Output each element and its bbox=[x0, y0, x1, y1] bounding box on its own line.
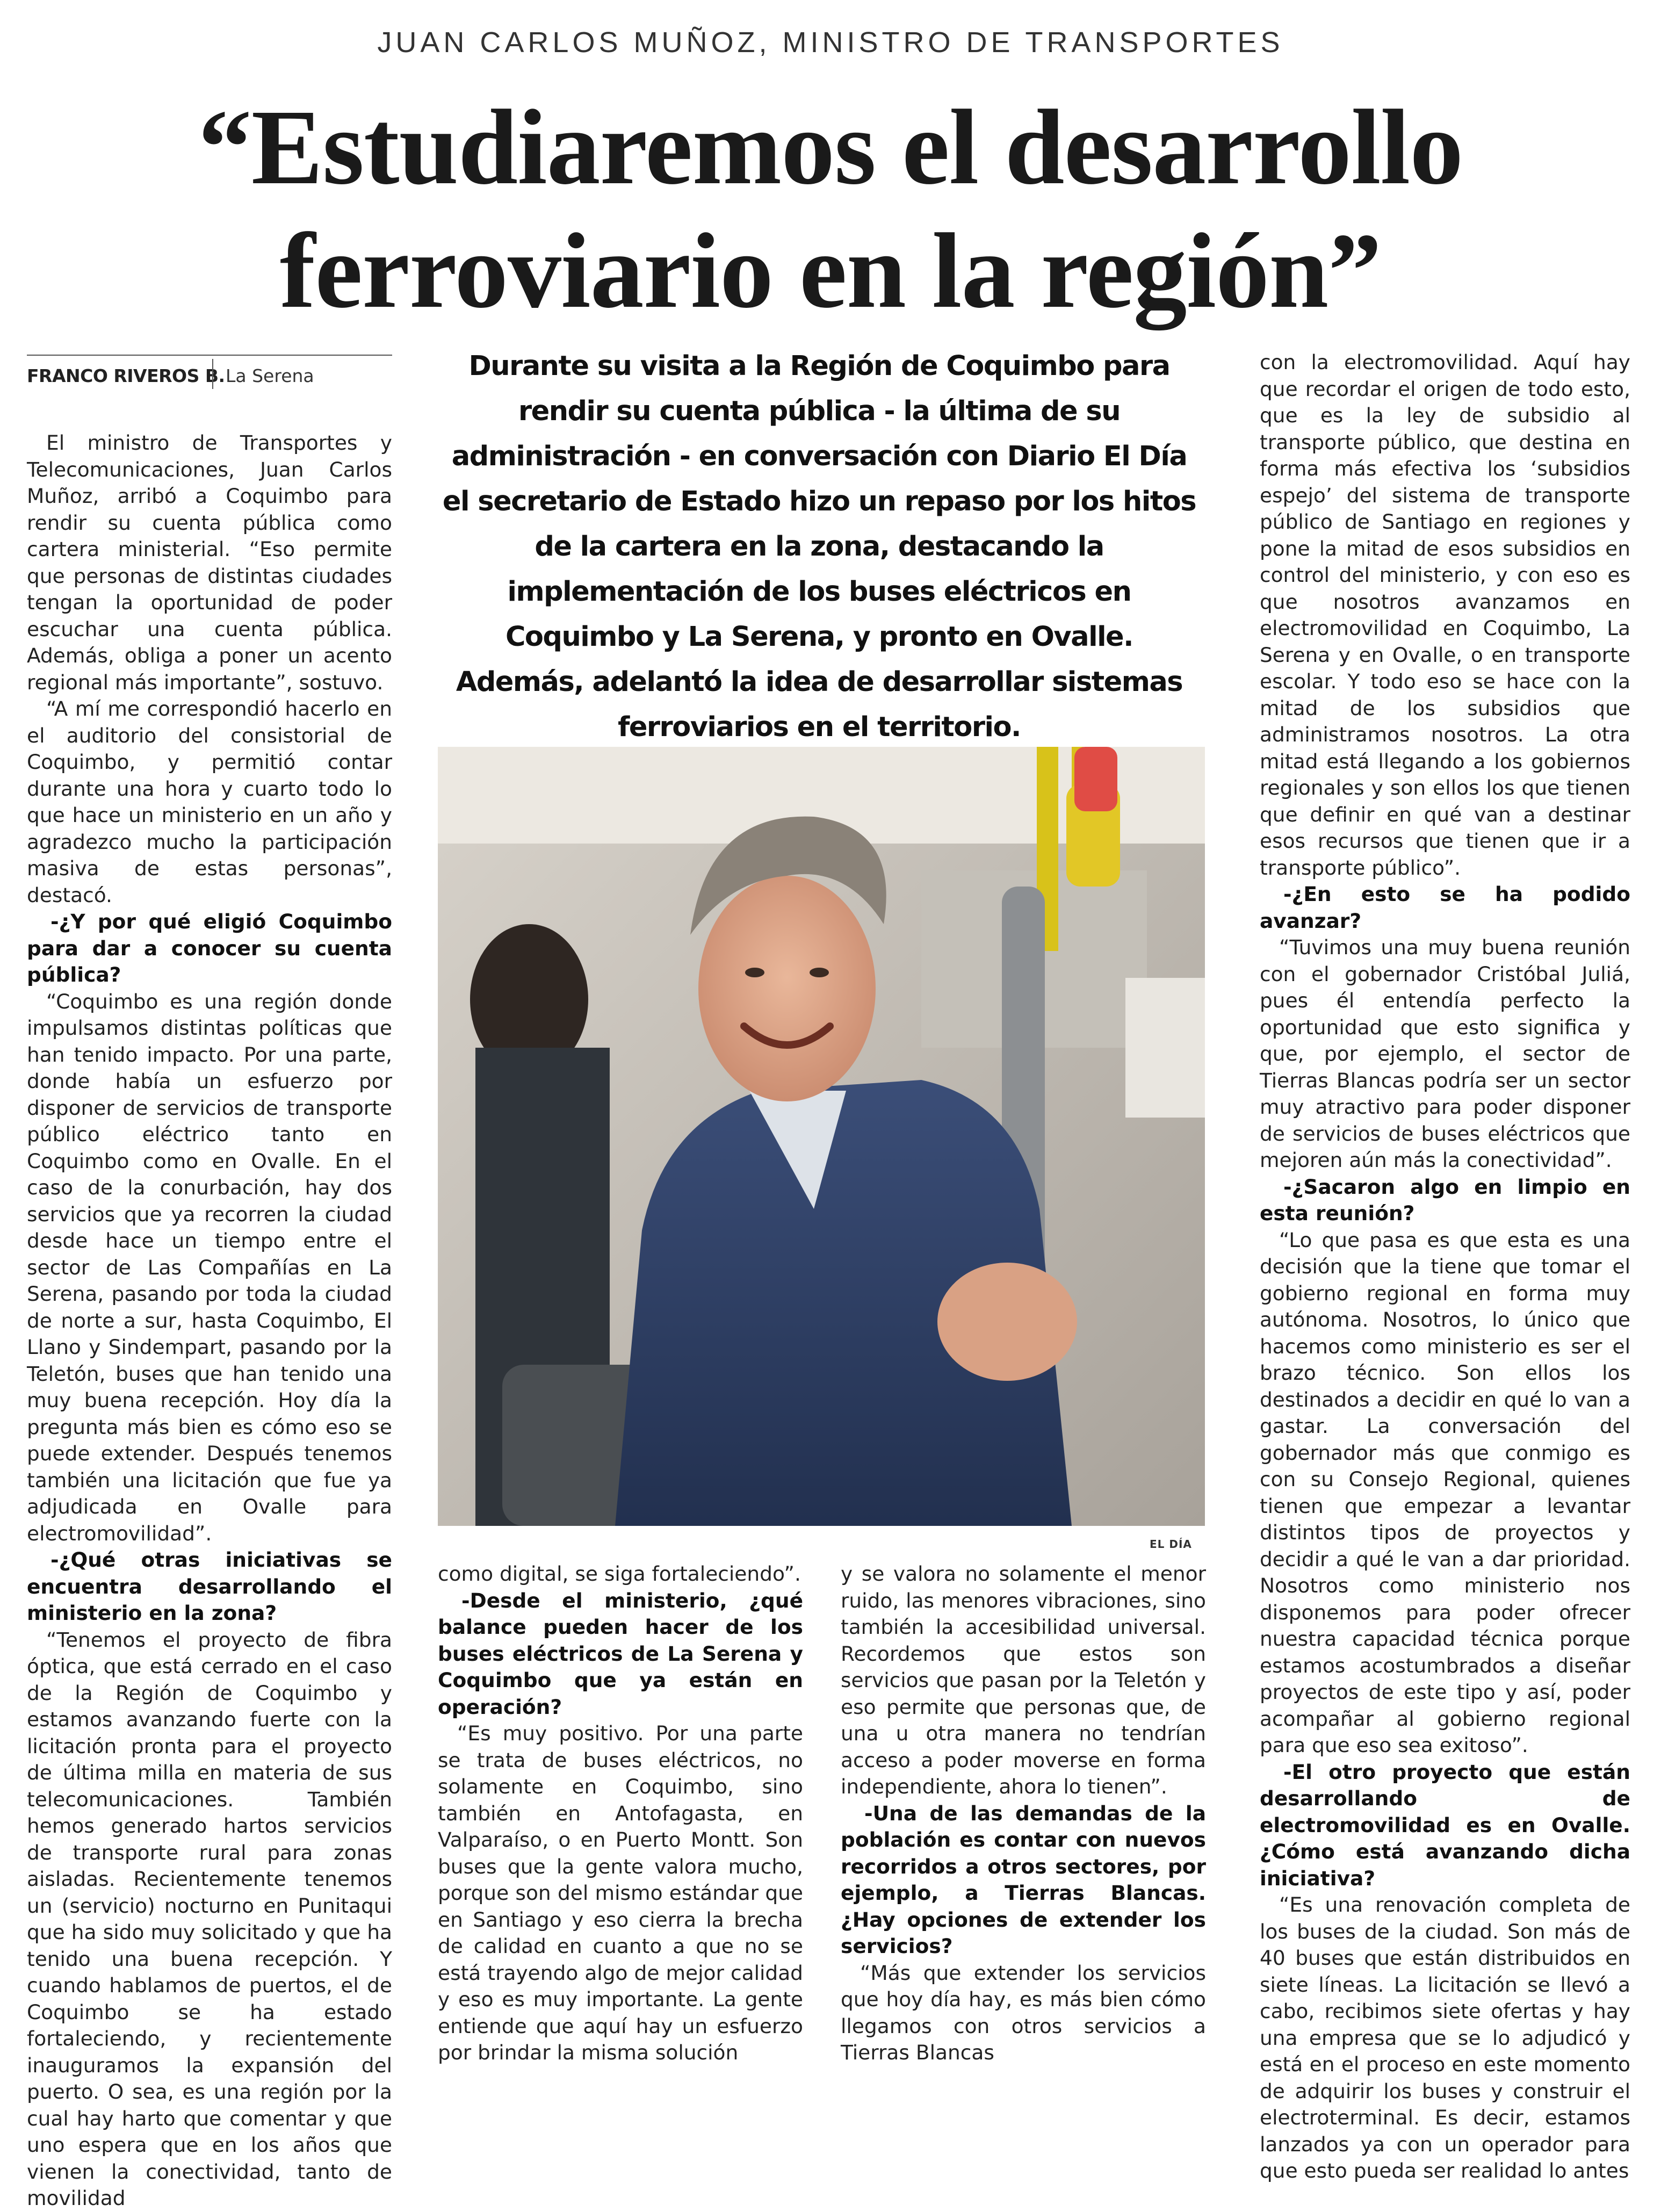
photo-credit: EL DÍA bbox=[1150, 1538, 1192, 1551]
lede: Durante su visita a la Región de Coquimbo para rendir su cuenta pública - la última de su administración - en conversación con Diario El Día el secretario de Estado hizo un repaso por los hitos de la cartera en la zona, destacando la implementación de los buses eléctricos en Coquimbo y La Serena, y pronto en Ovalle. Además, adelantó la idea de desarrollar sistemas ferroviarios en el territorio. bbox=[442, 350, 1196, 743]
paragraph: y se valora no solamente el menor ruido, las menores vibraciones, sino también la accesibilidad universal. Recordemos que estos son servicios que pasan por la Teletón y eso permite que personas que, de una u otra manera no tendrían acceso a poder moverse en forma independiente, ahora lo tienen”. bbox=[841, 1562, 1206, 1798]
question: -¿En esto se ha podido avanzar? bbox=[1260, 882, 1630, 933]
byline-divider bbox=[212, 359, 213, 389]
question: -Desde el ministerio, ¿qué balance pueden hacer de los buses eléctricos de La Serena y Coquimbo que ya están en operación? bbox=[438, 1588, 803, 1719]
headline bbox=[107, 86, 1554, 333]
question: -Una de las demandas de la población es contar con nuevos recorridos a otros sectores, por ejemplo, a Tierras Blancas. ¿Hay opciones de extender los servicios? bbox=[841, 1801, 1206, 1958]
column-4 bbox=[1260, 349, 1630, 2185]
column-3 bbox=[841, 1561, 1206, 2066]
paragraph: con la electromovilidad. Aquí hay que recordar el origen de todo esto, que es la ley de subsidio al transporte público, que destina en forma más efectiva los ‘subsidios espejo’ del sistema de transporte público de Santiago en regiones y pone la mitad de esos subsidios en control del ministerio, y con eso es que nosotros avanzamos en electromovilidad en Coquimbo, La Serena y en Ovalle, o en transporte escolar. Y todo eso se hace con la mitad de los subsidios que administramos nosotros. La otra mitad está llegando a los gobiernos regionales y son ellos los que tienen que definir en qué van a destinar esos recursos que tienen que ir a transporte público”. bbox=[1260, 350, 1630, 880]
paragraph: “Es una renovación completa de los buses de la ciudad. Son más de 40 buses que están distribuidos en siete líneas. La licitación se llevó a cabo, recibimos siete ofertas y hay una empresa que se lo adjudicó y está en el proceso en este momento de adquirir los buses y construir el electroterminal. Es decir, estamos lanzados ya con un operador para que esto pueda ser realidad lo antes bbox=[1260, 1893, 1630, 2182]
paragraph: “Lo que pasa es que esta es una decisión que la tiene que tomar el gobierno regional en forma muy autónoma. Nosotros, lo único que hacemos como ministerio es ser el brazo técnico. Son ellos los destinados a decidir en qué lo van a gastar. La conversación del gobernador más que conmigo es con su Consejo Regional, quienes tienen que empezar a levantar distintos tipos de proyectos y decidir a qué le van a dar prioridad. Nosotros como ministerio nos disponemos para poder ofrecer nuestra capacidad técnica porque estamos acostumbrados a diseñar proyectos de este tipo y así, poder acompañar al gobierno regional para que eso sea exitoso”. bbox=[1260, 1228, 1630, 1757]
kicker: JUAN CARLOS MUÑOZ, MINISTRO DE TRANSPORTES bbox=[377, 26, 1284, 59]
question: -¿Sacaron algo en limpio en esta reunión? bbox=[1260, 1175, 1630, 1225]
paragraph: “A mí me correspondió hacerlo en el auditorio del consistorial de Coquimbo, y permitió contar durante una hora y cuarto todo lo que hace un ministerio en un año y agradezco mucho la participación masiva de estas personas”, destacó. bbox=[27, 697, 392, 907]
headline-line-1: “Estudiaremos el desarrollo bbox=[198, 88, 1463, 207]
byline-author: FRANCO RIVEROS B. bbox=[27, 365, 225, 386]
question: -¿Qué otras iniciativas se encuentra desarrollando el ministerio en la zona? bbox=[27, 1548, 392, 1625]
column-2 bbox=[438, 1561, 803, 2066]
paragraph: “Tenemos el proyecto de fibra óptica, que está cerrado en el caso de la Región de Coquimbo y estamos avanzando fuerte con la licitación pronta para el proyecto de última milla en materia de sus telecomunicaciones. También hemos generado hartos servicios de transporte rural para zonas aisladas. Recientemente tenemos un (servicio) nocturno en Punitaqui que ha sido muy solicitado y que ha tenido una buena recepción. Y cuando hablamos de puertos, el de Coquimbo se ha estado fortaleciendo, y recientemente inauguramos la expansión del puerto. O sea, es una región por la cual hay harto que comentar y que uno espera que en los años que vienen la conectividad, tanto de movilidad bbox=[27, 1627, 392, 2210]
column-1 bbox=[27, 430, 392, 2212]
paragraph: “Es muy positivo. Por una parte se trata de buses eléctricos, no solamente en Coquimbo, sino también en Antofagasta, en Valparaíso, o en Puerto Montt. Son buses que la gente valora mucho, porque son del mismo estándar que en Santiago y eso cierra la brecha de calidad en cuanto a que no se está trayendo algo de mejor calidad y eso es muy importante. La gente entiende que aquí hay un esfuerzo por brindar la misma solución bbox=[438, 1721, 803, 2064]
question: -El otro proyecto que están desarrollando de electromovilidad es en Ovalle. ¿Cómo está avanzando dicha iniciativa? bbox=[1260, 1760, 1630, 1890]
photo-minister-on-bus bbox=[438, 747, 1205, 1526]
paragraph: como digital, se siga fortaleciendo”. bbox=[438, 1562, 801, 1586]
paragraph: “Tuvimos una muy buena reunión con el gobernador Cristóbal Juliá, pues él entendía perfecto la oportunidad que esto significa y que, por ejemplo, el sector de Tierras Blancas podría ser un sector muy atractivo para poder disponer de servicios de buses eléctricos que mejoren aún más la conectividad”. bbox=[1260, 935, 1630, 1172]
question: -¿Y por qué eligió Coquimbo para dar a conocer su cuenta pública? bbox=[27, 910, 392, 986]
headline-line-2: ferroviario en la región” bbox=[279, 212, 1382, 330]
paragraph: “Coquimbo es una región donde impulsamos distintas políticas que han tenido impacto. Por una parte, donde había un esfuerzo por disponer de servicios de transporte público eléctrico tanto en Coquimbo como en Ovalle. En el caso de la conurbación, hay dos servicios que ya recorren la ciudad desde hace un tiempo entre el sector de Las Compañías en La Serena, pasando por toda la ciudad de norte a sur, hasta Coquimbo, El Llano y Sindempart, pasando por la Teletón, buses que han tenido una muy buena recepción. Hoy día la pregunta más bien es cómo eso se puede extender. Después tenemos también una licitación que fue ya adjudicada en Ovalle para electromovilidad”. bbox=[27, 989, 392, 1545]
paragraph: El ministro de Transportes y Telecomunicaciones, Juan Carlos Muñoz, arribó a Coquimbo para rendir su cuenta pública como cartera ministerial. “Eso permite que personas de distintas ciudades tengan la oportunidad de poder escuchar una cuenta pública. Además, obliga a poner un acento regional más importante”, sostuvo. bbox=[27, 431, 392, 694]
byline bbox=[27, 355, 392, 392]
paragraph: “Más que extender los servicios que hoy día hay, es más bien cómo llegamos con otros servicios a Tierras Blancas bbox=[841, 1961, 1206, 2064]
byline-place: La Serena bbox=[226, 365, 314, 386]
photo-illustration bbox=[438, 747, 1205, 1526]
